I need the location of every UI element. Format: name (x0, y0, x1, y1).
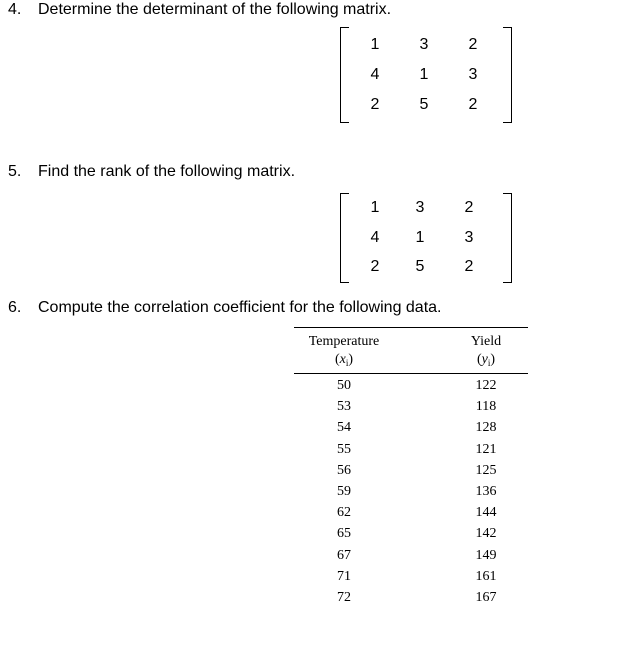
matrix-q5 (340, 193, 512, 283)
question-5 (8, 162, 295, 182)
table-cell-yield: 144 (475, 505, 497, 521)
table-cell-yield: 136 (475, 484, 497, 499)
table-cell-temperature: 55 (337, 441, 351, 457)
matrix-cell: 2 (370, 258, 380, 275)
table-cell-yield: 167 (475, 590, 497, 605)
header-temperature: Temperature (308, 334, 380, 349)
matrix-q4 (340, 27, 512, 123)
question-6 (8, 298, 442, 318)
matrix-cell: 4 (370, 229, 380, 246)
matrix-cell: 5 (419, 96, 429, 113)
matrix-cell: 3 (415, 199, 425, 216)
table-cell-temperature: 54 (337, 420, 351, 436)
table-cell-yield: 125 (475, 462, 497, 478)
table-cell-yield: 149 (475, 547, 497, 563)
matrix-cell: 5 (415, 258, 425, 275)
matrix-cell: 1 (419, 66, 429, 83)
question-number: 6. (8, 299, 22, 316)
matrix-cell: 3 (419, 36, 429, 53)
table-header-rule (294, 373, 528, 374)
table-cell-temperature: 72 (337, 590, 351, 605)
y-symbol: y (481, 352, 488, 367)
matrix-cell: 3 (464, 229, 474, 246)
table-cell-temperature: 67 (337, 547, 351, 563)
matrix-cell: 2 (464, 258, 474, 275)
matrix-cell: 2 (468, 96, 478, 113)
header-y-symbol: $(y_i)$ (476, 352, 496, 368)
question-text: Determine the determinant of the following matrix. (38, 1, 392, 18)
subscript: i (487, 358, 491, 368)
table-cell-temperature: 50 (337, 378, 351, 393)
question-number: 4. (8, 1, 22, 18)
subscript: i (345, 358, 349, 368)
matrix-cell: 2 (370, 96, 380, 113)
question-text: Find the rank of the following matrix. (38, 163, 296, 180)
table-cell-temperature: 53 (337, 399, 351, 415)
question-4 (8, 0, 391, 20)
right-bracket (503, 27, 512, 123)
matrix-cell: 3 (468, 66, 478, 83)
table-cell-yield: 122 (475, 378, 497, 393)
matrix-cell: 4 (370, 66, 380, 83)
question-number: 5. (8, 163, 22, 180)
table-cell-temperature: 71 (337, 568, 351, 584)
table-cell-yield: 118 (475, 399, 497, 415)
matrix-cell: 1 (415, 229, 425, 246)
matrix-cell: 1 (370, 36, 380, 53)
table-cell-temperature: 62 (337, 505, 351, 521)
left-bracket (340, 193, 349, 283)
matrix-cell: 1 (370, 199, 380, 216)
table-cell-temperature: 59 (337, 484, 351, 499)
right-bracket (503, 193, 512, 283)
left-bracket (340, 27, 349, 123)
header-x-symbol: $(x_i)$ (334, 352, 354, 368)
table-cell-yield: 142 (475, 526, 497, 542)
matrix-cell: 2 (468, 36, 478, 53)
table-cell-temperature: 65 (337, 526, 351, 542)
table-top-rule (294, 327, 528, 328)
table-cell-yield: 121 (475, 441, 497, 457)
table-cell-yield: 128 (475, 420, 497, 436)
header-yield: Yield (470, 334, 502, 349)
table-cell-yield: 161 (475, 568, 497, 584)
data-table (294, 327, 528, 617)
x-symbol: x (339, 352, 346, 367)
matrix-cell: 2 (464, 199, 474, 216)
question-text: Compute the correlation coefficient for the following data. (38, 299, 442, 316)
table-cell-temperature: 56 (337, 462, 351, 478)
